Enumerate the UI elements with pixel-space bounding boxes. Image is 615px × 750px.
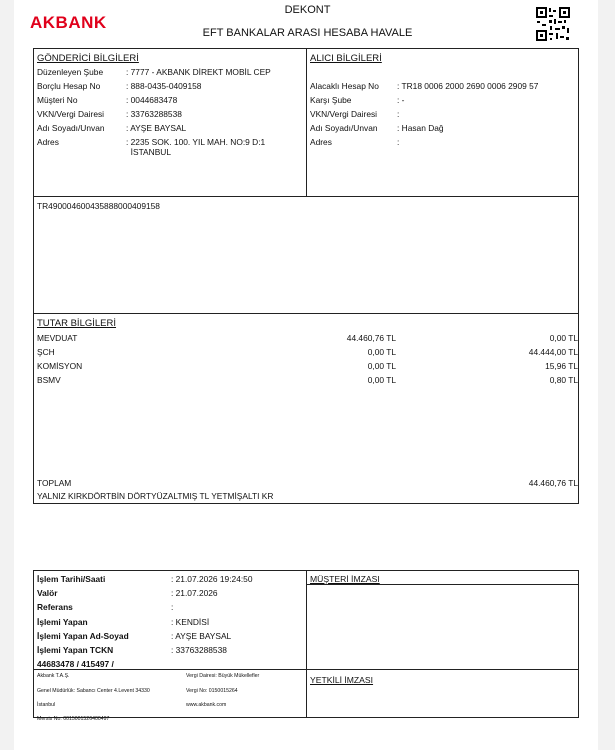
sender-field-value: : 888-0435-0409158 [126, 81, 202, 91]
transaction-code: 44683478 / 415497 / [37, 659, 114, 669]
total-value: 44.460,76 TL [528, 478, 578, 488]
sender-field-label: Adres [37, 137, 59, 147]
amount-row-value-1: 0,00 TL [367, 361, 396, 371]
footer-left-line: Akbank T.A.Ş. [37, 673, 70, 679]
transaction-field-label: İşlemi Yapan Ad-Soyad [37, 631, 129, 641]
total-label: TOPLAM [37, 478, 72, 488]
footer-left-line: Genel Müdürlük: Sabancı Center 4.Levent 34330 [37, 688, 150, 694]
transaction-field-label: İşlemi Yapan [37, 617, 88, 627]
receiver-field-label: VKN/Vergi Dairesi [310, 109, 378, 119]
receiver-field-label: Adı Soyadı/Unvan [310, 123, 378, 133]
footer-right-line: Vergi Dairesi: Büyük Mükellefler [186, 673, 260, 679]
receiver-field-value: : TR18 0006 2000 2690 0006 2909 57 [397, 81, 539, 91]
sender-section-title: GÖNDERİCİ BİLGİLERİ [37, 53, 139, 64]
transaction-field-value: : KENDİSİ [171, 617, 210, 627]
receiver-field-label: Alacaklı Hesap No [310, 81, 379, 91]
parties-divider [306, 48, 307, 197]
amount-row-value-1: 0,00 TL [367, 375, 396, 385]
transaction-field-value: : AYŞE BAYSAL [171, 631, 232, 641]
document-title: DEKONT [284, 4, 331, 16]
amount-row-label: BSMV [37, 375, 61, 385]
amount-row-value-2: 15,96 TL [545, 361, 578, 371]
receiver-field-label: Adres [310, 137, 332, 147]
sender-field-value: : 7777 - AKBANK DİREKT MOBİL CEP [126, 67, 271, 77]
sender-field-label: Düzenleyen Şube [37, 67, 104, 77]
amounts-section-title: TUTAR BİLGİLERİ [37, 318, 117, 329]
sender-field-value: : AYŞE BAYSAL [126, 123, 187, 133]
sender-field-value: : 0044683478 [126, 95, 178, 105]
transaction-field-value: : 21.07.2026 [171, 588, 218, 598]
footer-right-line: Vergi No: 0150015264 [186, 688, 238, 694]
description-text: TR490004600435888000409158 [37, 201, 160, 211]
sender-field-label: Borçlu Hesap No [37, 81, 101, 91]
footer-left-line: Mersis No: 0015001526400497 [37, 716, 110, 722]
transaction-field-label: Valör [37, 588, 58, 598]
amount-row-value-2: 0,00 TL [549, 333, 578, 343]
footer-divider [33, 669, 579, 670]
qr-code-icon [535, 6, 571, 42]
receiver-field-value: : - [397, 95, 405, 105]
amount-row-value-2: 44.444,00 TL [528, 347, 578, 357]
receiver-field-label: Karşı Şube [310, 95, 352, 105]
amount-row-label: ŞCH [37, 347, 55, 357]
sender-field-value: : 33763288538 [126, 109, 182, 119]
total-in-words: YALNIZ KIRKDÖRTBİN DÖRTYÜZALTMIŞ TL YETMİŞALTI KR [37, 491, 274, 501]
receiver-field-value: : Hasan Dağ [397, 123, 444, 133]
transaction-field-value: : 33763288538 [171, 645, 227, 655]
transaction-field-label: Referans [37, 602, 73, 612]
brand-logo: AKBANK [30, 13, 107, 32]
amount-row-value-1: 0,00 TL [367, 347, 396, 357]
description-box [33, 196, 579, 314]
amount-row-label: KOMİSYON [37, 361, 83, 371]
customer-signature-divider [306, 584, 579, 585]
transaction-field-value: : [171, 602, 174, 612]
sender-field-label: Adı Soyadı/Unvan [37, 123, 105, 133]
footer-right-line: www.akbank.com [186, 702, 227, 708]
document-subtitle: EFT BANKALAR ARASI HESABA HAVALE [202, 27, 413, 39]
authorized-signature-label: YETKİLİ İMZASI [310, 675, 374, 685]
transaction-field-label: İşlemi Yapan TCKN [37, 645, 114, 655]
footer-left-line: İstanbul [37, 702, 56, 708]
transaction-field-label: İşlem Tarihi/Saati [37, 574, 106, 584]
receiver-section-title: ALICI BİLGİLERİ [310, 53, 382, 64]
amount-row-value-1: 44.460,76 TL [346, 333, 396, 343]
sender-field-label: Müşteri No [37, 95, 78, 105]
customer-signature-label: MÜŞTERİ İMZASI [310, 574, 380, 584]
transaction-field-value: : 21.07.2026 19:24:50 [171, 574, 253, 584]
sender-field-label: VKN/Vergi Dairesi [37, 109, 105, 119]
transaction-divider [306, 570, 307, 718]
amount-row-label: MEVDUAT [37, 333, 78, 343]
receiver-field-value: : [397, 109, 400, 119]
sender-field-value: : 2235 SOK. 100. YIL MAH. NO:9 D:1 İSTANBUL [126, 137, 266, 157]
amount-row-value-2: 0,80 TL [549, 375, 578, 385]
receiver-field-value: : [397, 137, 400, 147]
